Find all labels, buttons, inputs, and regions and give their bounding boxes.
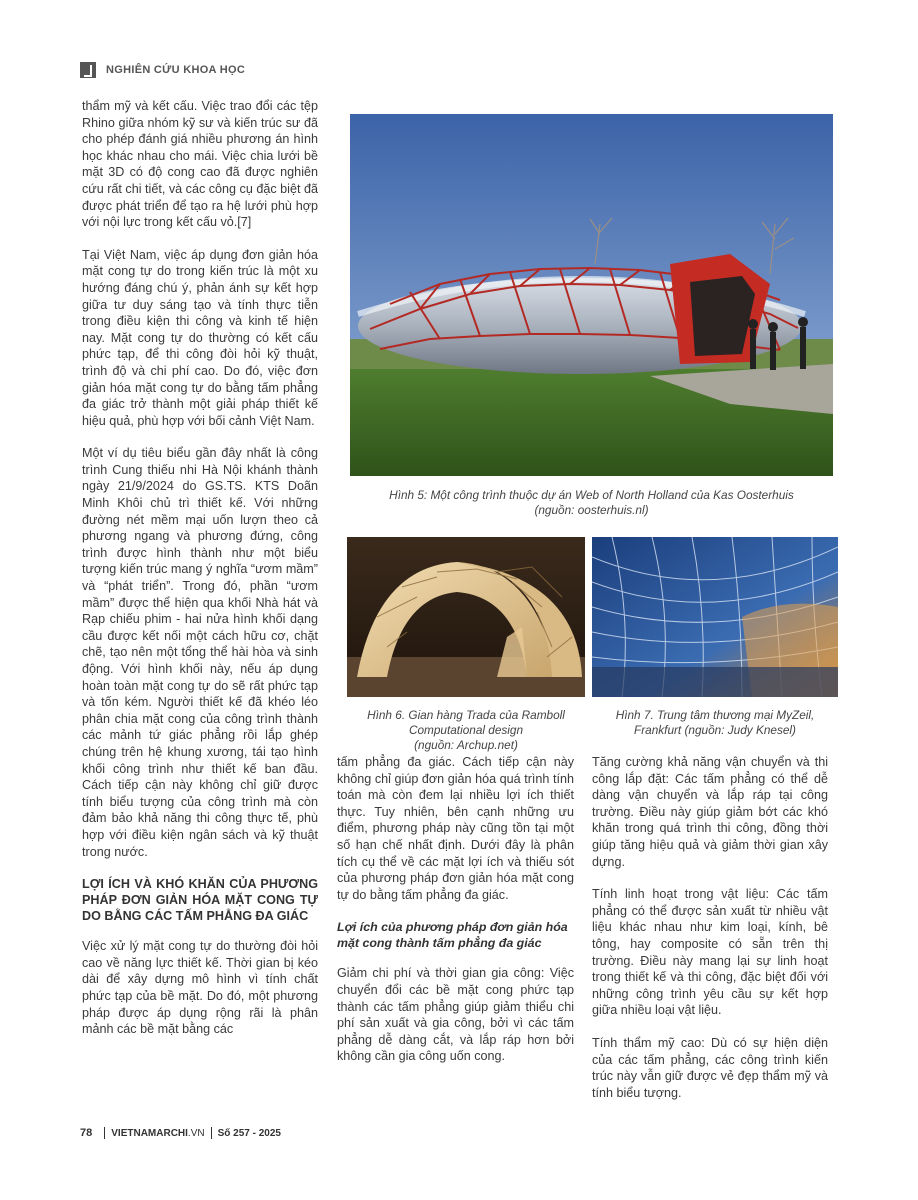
footer-divider xyxy=(211,1127,212,1139)
figure-5-caption xyxy=(350,488,833,518)
caption-source: Frankfurt (nguồn: Judy Knesel) xyxy=(634,723,796,737)
paragraph: Tăng cường khả năng vận chuyển và thi công lắp đặt: Các tấm phẳng có thể dễ dàng vận chuyển và lắp ráp tại công trường. Điều này giúp giảm bớt các khó khăn trong quá trình thi công, đồng thời giúp tăng hiệu quả và giảm thời gian xây dựng. xyxy=(592,755,828,869)
caption-line: Hình 7. Trung tâm thương mại MyZeil, xyxy=(615,708,815,722)
footer-divider xyxy=(104,1127,105,1139)
site-name: VIETNAMARCHI xyxy=(111,1127,188,1139)
section-title: NGHIÊN CỨU KHOA HỌC xyxy=(106,64,246,76)
page-number: 78 xyxy=(80,1127,93,1139)
article-column-2 xyxy=(337,754,574,1081)
paragraph: Tính thẩm mỹ cao: Dù có sự hiện diện của các tấm phẳng, các công trình kiến trúc này vẫn giữ được vẻ đẹp thẩm mỹ và tính biểu tượng. xyxy=(592,1035,828,1100)
caption-source: (nguồn: oosterhuis.nl) xyxy=(534,503,649,517)
site-tld: .VN xyxy=(187,1127,205,1139)
section-header xyxy=(80,62,245,78)
figure-7-photo xyxy=(592,537,838,697)
paragraph: Việc xử lý mặt cong tự do thường đòi hỏi cao về năng lực thiết kế. Thời gian bị kéo dài để xây dựng mô hình vì tính chất phức tạp của bề mặt. Do đó, một phương pháp được áp dụng rộng rãi là phân mảnh các bề mặt bằng các xyxy=(82,939,318,1037)
issue-number: Số 257 - 2025 xyxy=(217,1127,281,1139)
paragraph: Tại Việt Nam, việc áp dụng đơn giản hóa mặt cong tự do trong kiến trúc là một xu hướng đáng chú ý, phản ánh sự kết hợp giữa tư duy sáng tạo và tính thực tiễn trong điều kiện thi công và kinh tế hiện nay. Mặt cong tự do thường có kết cấu phức tạp, để thi công đòi hỏi kỹ thuật, trình độ và chi phí cao. Do đó, việc đơn giản hóa mặt cong tự do bằng tấm phẳng đa giác trở thành một giải pháp thiết kế hiệu quả, phù hợp với bối cảnh Việt Nam. xyxy=(82,247,318,428)
paragraph: Một ví dụ tiêu biểu gần đây nhất là công trình Cung thiếu nhi Hà Nội khánh thành ngày 21/9/2024 do GS.TS. KTS Doãn Minh Khôi chủ trì thiết kế. Với những đường nét mềm mại uốn lượn theo cả phương ngang và phương đứng, công trình được hình thành như một biểu tượng kiến trúc mang ý nghĩa “ươm mầm” và “phát triển”. Trong đó, phần “ươm mầm” được thể hiện qua khối Nhà hát và Rạp chiếu phim - hai nửa hình khối dạng cầu được kết nối một cách hữu cơ, chặt chẽ, tạo nên một tổng thể hài hòa và sinh động. Với hình khối này, nếu áp dụng hoàn toàn mặt cong tự do sẽ rất phức tạp và tốn kém. Người thiết kế đã khéo léo phân chia mặt cong của công trình thành các mảnh tứ giác phẳng rồi lắp ghép chúng trên hệ khung xương, tái tạo hình khối công trình như thiết kế ban đầu. Cách tiếp cận này không chỉ giữ được tính biểu tượng của công trình mà còn đảm bảo khả năng thi công thực tế, phù hợp với điều kiện ngân sách và kỹ thuật trong nước. xyxy=(82,446,318,859)
caption-line: Hình 6. Gian hàng Trada của Ramboll xyxy=(367,708,565,722)
figure-6-caption xyxy=(347,708,585,753)
paragraph: tấm phẳng đa giác. Cách tiếp cận này không chỉ giúp đơn giản hóa quá trình tính toán mà còn đem lại nhiều lợi ích thiết thực. Tuy nhiên, bên cạnh những ưu điểm, phương pháp này cũng tồn tại một số hạn chế nhất định. Dưới đây là phân tích cụ thể về các mặt lợi ích và thiếu sót của phương pháp đơn giản hóa mặt cong tự do bằng tấm phẳng đa giác. xyxy=(337,755,574,902)
timber-pavilion-illustration xyxy=(347,537,585,697)
article-column-3 xyxy=(592,754,828,1117)
section-logo-icon xyxy=(80,62,96,78)
caption-source: (nguồn: Archup.net) xyxy=(414,738,518,752)
glass-roof-illustration xyxy=(592,537,838,697)
section-heading: LỢI ÍCH VÀ KHÓ KHĂN CỦA PHƯƠNG PHÁP ĐƠN GIẢN HÓA MẶT CONG TỰ DO BẰNG CÁC TẤM PHẲNG ĐA GIÁC xyxy=(82,877,318,924)
paragraph: Giảm chi phí và thời gian gia công: Việc chuyển đổi các bề mặt cong phức tạp thành các tấm phẳng giúp giảm thiểu chi phí sản xuất và gia công, bởi vì các tấm phẳng dễ dàng cắt, và lắp ráp hơn bởi không cần gia công uốn cong. xyxy=(337,966,574,1064)
page-footer xyxy=(80,1127,281,1139)
paragraph: Tính linh hoạt trong vật liệu: Các tấm phẳng có thể được sản xuất từ nhiều vật liệu khác nhau như kim loại, kính, bê tông, hay composite có sẵn trên thị trường. Điều này mang lại sự linh hoạt trong thiết kế và thi công, đặc biệt đối với những công trình yêu cầu sự kết hợp giữa nhiều loại vật liệu. xyxy=(592,887,828,1018)
paragraph: thẩm mỹ và kết cấu. Việc trao đổi các tệp Rhino giữa nhóm kỹ sư và kiến trúc sư đã cho phép đánh giá nhiều phương án hình học khác nhau cho mái. Việc chia lưới bề mặt 3D có độ cong cao đã được nghiên cứu rất chi tiết, và các công cụ đặc biệt đã được phát triển để tạo ra hệ lưới phù hợp với nội lực trong kết cấu vỏ.[7] xyxy=(82,99,318,230)
caption-line: Computational design xyxy=(408,723,524,737)
subsection-heading: Lợi ích của phương pháp đơn giản hóa mặt cong thành tấm phẳng đa giác xyxy=(337,920,568,951)
figure-5-photo xyxy=(350,114,833,476)
pavilion-illustration xyxy=(350,114,833,476)
figure-7-caption xyxy=(592,708,838,738)
article-column-1 xyxy=(82,98,318,1054)
caption-line: Hình 5: Một công trình thuộc dự án Web of North Holland của Kas Oosterhuis xyxy=(389,488,794,502)
figure-6-photo xyxy=(347,537,585,697)
